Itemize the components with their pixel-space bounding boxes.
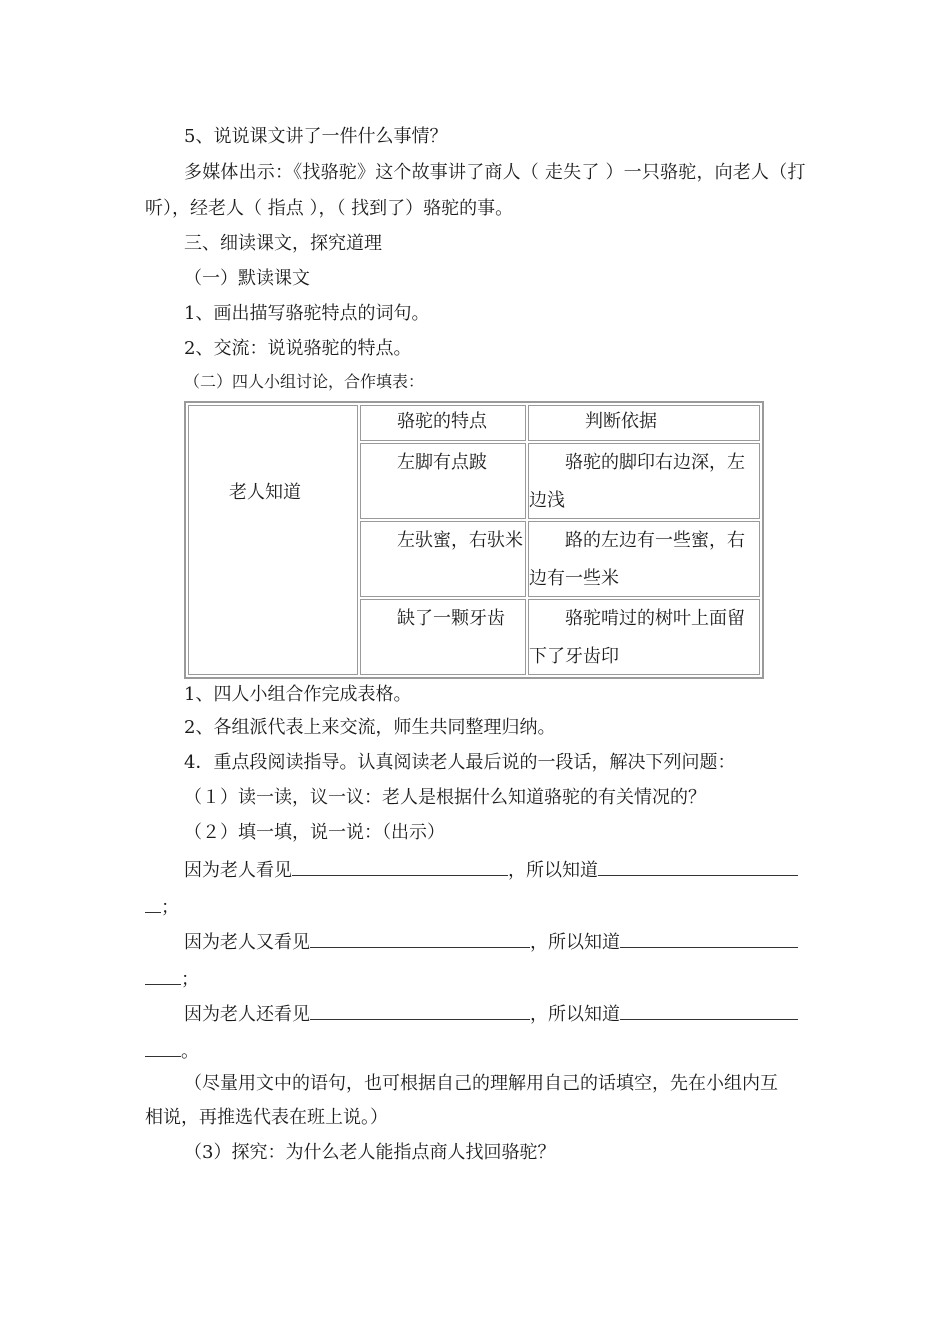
col-header-evidence-text: 判断依据 — [585, 411, 657, 432]
fill-in-3-end: 。 — [181, 1041, 199, 1062]
fill-in-1-blank-c[interactable] — [145, 894, 161, 913]
section-3-2-heading: （二）四人小组讨论，合作填表： — [184, 372, 425, 391]
evidence-line-1: 路的左边有一些蜜，右 — [565, 530, 745, 551]
table-row-2-evidence — [528, 521, 760, 597]
after-table-item-1: 1、四人小组合作完成表格。 — [184, 684, 412, 705]
fill-in-3 — [184, 1001, 798, 1026]
fill-in-3-blank-b[interactable] — [620, 1001, 798, 1020]
multimedia-line-2: 听），经老人（ 指点 ），（ 找到了）骆驼的事。 — [145, 198, 514, 219]
fill-in-3-blank-c[interactable] — [145, 1038, 181, 1057]
evidence-line-2: 边有一些米 — [529, 568, 619, 589]
camel-features-table — [184, 401, 764, 679]
fill-in-2-continued — [145, 966, 199, 991]
question-5: 5、说说课文讲了一件什么事情？ — [184, 126, 448, 147]
table-row-1-evidence — [528, 443, 760, 519]
table-row-2-feature — [360, 521, 526, 597]
fill-in-3-middle: ，所以知道 — [530, 1004, 620, 1025]
note-line-2: 相说，再推选代表在班上说。） — [145, 1107, 388, 1128]
feature-text: 左驮蜜，右驮米 — [397, 530, 523, 551]
table-row-3-feature — [360, 599, 526, 675]
section-3-1-heading: （一）默读课文 — [184, 268, 310, 289]
fill-in-1 — [184, 857, 798, 882]
multimedia-line-1: 多媒体出示：《找骆驼》这个故事讲了商人（ 走失了 ）一只骆驼，向老人（打 — [184, 162, 806, 183]
col-header-evidence — [528, 405, 760, 441]
point-4-heading: 4．重点段阅读指导。认真阅读老人最后说的一段话，解决下列问题： — [184, 752, 736, 773]
table-row-3-evidence — [528, 599, 760, 675]
evidence-line-1: 骆驼啃过的树叶上面留 — [565, 608, 745, 629]
feature-text: 缺了一颗牙齿 — [397, 608, 505, 629]
feature-text: 左脚有点跛 — [397, 452, 487, 473]
fill-in-1-prefix: 因为老人看见 — [184, 860, 292, 881]
section-3-heading: 三、细读课文，探究道理 — [184, 233, 382, 254]
fill-in-2-blank-b[interactable] — [620, 929, 798, 948]
fill-in-3-blank-a[interactable] — [310, 1001, 530, 1020]
fill-in-1-end: ； — [161, 897, 179, 918]
fill-in-2-middle: ，所以知道 — [530, 932, 620, 953]
fill-in-2-end: ； — [181, 969, 199, 990]
col-header-feature — [360, 405, 526, 441]
table-row-1-feature — [360, 443, 526, 519]
evidence-line-2: 边浅 — [529, 490, 565, 511]
item-2: 2、交流：说说骆驼的特点。 — [184, 338, 412, 359]
fill-in-1-middle: ，所以知道 — [508, 860, 598, 881]
fill-in-1-continued — [145, 894, 179, 919]
row-header-cell — [188, 405, 358, 675]
point-4-question-1: （１）读一读，议一议：老人是根据什么知道骆驼的有关情况的？ — [184, 787, 706, 808]
fill-in-1-blank-b[interactable] — [598, 857, 798, 876]
fill-in-2-blank-c[interactable] — [145, 966, 181, 985]
row-header-text: 老人知道 — [229, 482, 301, 503]
fill-in-1-blank-a[interactable] — [292, 857, 508, 876]
evidence-line-2: 下了牙齿印 — [529, 646, 619, 667]
fill-in-2-prefix: 因为老人又看见 — [184, 932, 310, 953]
fill-in-3-prefix: 因为老人还看见 — [184, 1004, 310, 1025]
point-4-question-2: （２）填一填，说一说：（出示） — [184, 822, 445, 843]
fill-in-3-continued — [145, 1038, 199, 1063]
after-table-item-2: 2、各组派代表上来交流，师生共同整理归纳。 — [184, 717, 556, 738]
item-1: 1、画出描写骆驼特点的词句。 — [184, 303, 430, 324]
fill-in-2-blank-a[interactable] — [310, 929, 530, 948]
evidence-line-1: 骆驼的脚印右边深，左 — [565, 452, 745, 473]
col-header-feature-text: 骆驼的特点 — [397, 411, 487, 432]
fill-in-2 — [184, 929, 798, 954]
note-line-1: （尽量用文中的语句，也可根据自己的理解用自己的话填空，先在小组内互 — [184, 1073, 778, 1094]
point-4-question-3: （3）探究：为什么老人能指点商人找回骆驼？ — [184, 1142, 556, 1163]
